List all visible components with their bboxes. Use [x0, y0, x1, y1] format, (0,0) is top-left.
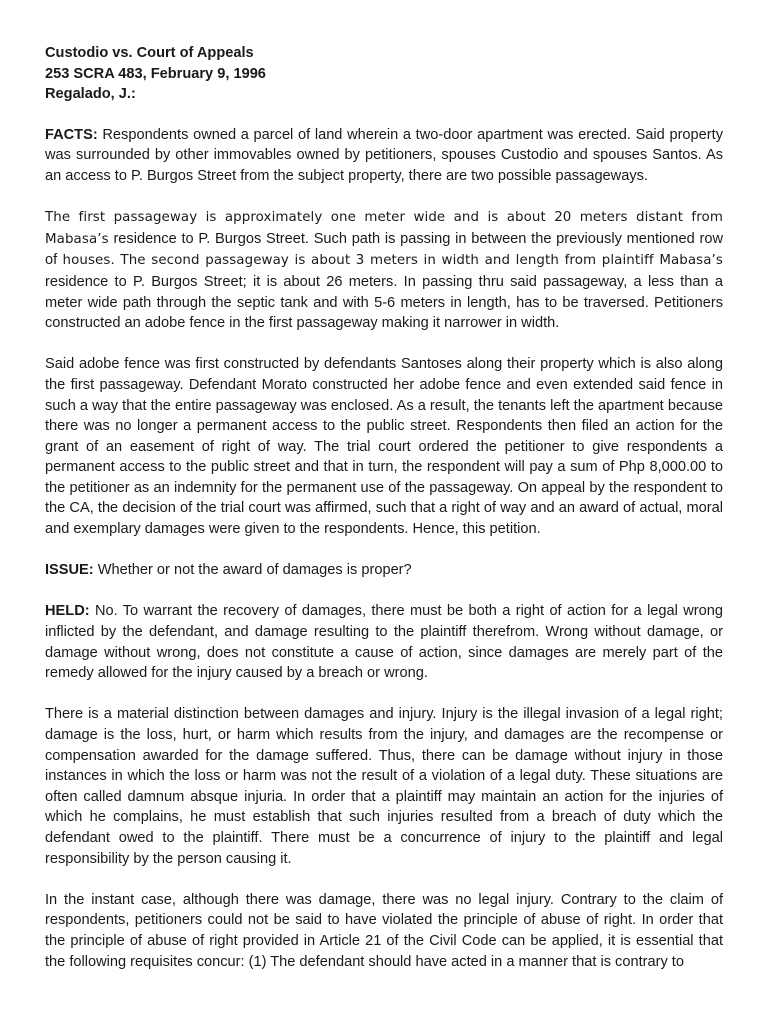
facts-text-2-houses-line: houses. The second passageway is about 3 meters in width and length from plaintiff Mabasa’s	[62, 253, 723, 269]
facts-paragraph-1	[45, 125, 723, 187]
held-text-1: No. To warrant the recovery of damages, there must be both a right of action for a legal wrong inflicted by the defendant, and damage resulting to the plaintiff therefrom. Wrong without damage, or damage without wrong, does not constitute a cause of action, since damages are merely part of the remedy allowed for the injury caused by a breach or wrong.	[45, 603, 723, 682]
held-paragraph-2: There is a material distinction between damages and injury. Injury is the illegal invasion of a legal right; damage is the loss, hurt, or harm which results from the injury, and damages are the recompense or compensation awarded for the damage suffered. Thus, there can be damage without injury in those instances in which the loss or harm was not the result of a violation of a legal duty. These situations are often called damnum absque injuria. In order that a plaintiff may maintain an action for the injuries of which he complains, he must establish that such injuries resulted from a breach of duty which the defendant owed to the plaintiff. There must be a concurrence of injury to the plaintiff and legal responsibility by the person causing it.	[45, 706, 723, 867]
issue-paragraph	[45, 560, 723, 581]
facts-text-2-a: residence to P. Burgos Street. Such path is passing in between the previously mentioned row of	[45, 230, 724, 269]
facts-text-1: Respondents owned a parcel of land wherein a two-door apartment was erected. Said property was surrounded by other immovables owned by petitioners, spouses Custodio and spouses Santos. As an access to P. Burgos Street from the subject property, there are two possible passageways.	[45, 126, 723, 184]
facts-text-2-first-line: The first passageway is approximately one meter wide and is about 20 meters distant from Mabasa’s	[45, 210, 723, 247]
facts-text-2-b: residence to P. Burgos Street; it is about 26 meters. In passing thru said passageway, a less than a meter wide path through the septic tank and with 5-6 meters in length, has to be traversed. Petitioners constructed an adobe fence in the first passageway making it narrower in width.	[45, 273, 723, 332]
issue-text: Whether or not the award of damages is proper?	[97, 562, 412, 579]
held-paragraph-1	[45, 601, 723, 683]
facts-paragraph-3: Said adobe fence was first constructed by defendants Santoses along their property which is also along the first passageway. Defendant Morato constructed her adobe fence and even extended said fence in such a way that the entire passageway was enclosed. As a result, the tenants left the apartment because there was no longer a permanent access to the public street. Respondents then filed an action for the grant of an easement of right of way. The trial court ordered the petitioner to give respondents a permanent access to the public street and that in turn, the respondent will pay a sum of Php 8,000.00 to the petitioner as an indemnity for the permanent use of the passageway. On appeal by the respondent to the CA, the decision of the trial court was affirmed, such that a right of way and an award of actual, moral and exemplary damages were given to the respondents. Hence, this petition.	[45, 356, 723, 538]
held-label: HELD:	[45, 603, 90, 620]
issue-label: ISSUE:	[45, 562, 94, 579]
held-paragraph-3: In the instant case, although there was damage, there was no legal injury. Contrary to the claim of respondents, petitioners could not be said to have violated the principle of abuse of right. In order that the principle of abuse of right provided in Article 21 of the Civil Code can be applied, it is essential that the following requisites concur: (1) The defendant should have acted in a manner that is contrary to	[45, 891, 723, 970]
case-title: Custodio vs. Court of Appeals	[45, 45, 254, 61]
facts-label: FACTS:	[45, 126, 98, 143]
ponente: Regalado, J.:	[45, 86, 136, 103]
case-citation: 253 SCRA 483, February 9, 1996	[45, 65, 266, 82]
facts-paragraph-2	[45, 207, 723, 334]
case-header	[45, 43, 723, 105]
